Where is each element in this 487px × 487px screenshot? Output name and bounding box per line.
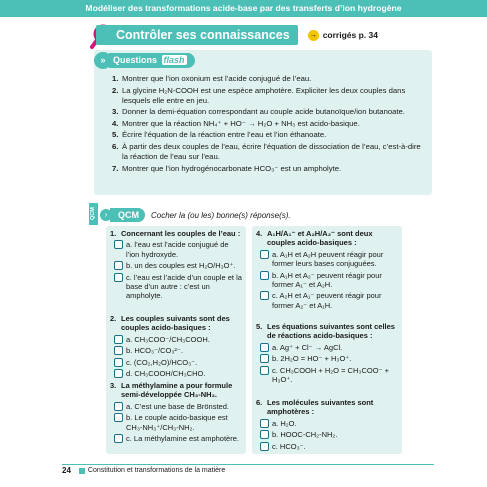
- question-title: Les équations suivantes sont celles de réactions acido-basiques :: [267, 322, 395, 341]
- qcm-badge: QCM: [110, 208, 145, 222]
- page-footer: [62, 466, 225, 475]
- qcm-question-6: 6. Les molécules suivantes sont amphotères : a. H₂O. b. HOOC-CH₂-NH₂. c. HCO₃⁻.: [256, 398, 399, 451]
- answer-checkbox[interactable]: [260, 442, 269, 451]
- answer-checkbox[interactable]: [114, 273, 123, 282]
- list-item: 3. Donner la demi-équation correspondant au couple acide butanoïque/ion butanoate.: [112, 107, 405, 117]
- question-title: A₁H/A₁⁻ et A₂H/A₂⁻ sont deux couples acido-basiques :: [267, 229, 373, 248]
- question-title: Les couples suivants sont des couples acido-basiques :: [121, 314, 230, 333]
- answer-checkbox[interactable]: [114, 402, 123, 411]
- qcm-header: [100, 208, 291, 222]
- qcm-question-4: 4. A₁H/A₁⁻ et A₂H/A₂⁻ sont deux couples acido-basiques : a. A₁H et A₂H peuvent réagir pour former leurs bases conjuguées. b. A₁H et A₂⁻ peuvent réagir pour former A₁⁻ et A₂H. c. A₂H et A₁⁻ peuvent réagir pour former A₂⁻ et A₁H.: [256, 229, 399, 310]
- answer-checkbox[interactable]: [260, 271, 269, 280]
- answer-checkbox[interactable]: [114, 369, 123, 378]
- answer-checkbox[interactable]: [114, 240, 123, 249]
- section-title: Contrôler ses connaissances: [96, 25, 298, 45]
- list-item: 5. Écrire l’équation de la réaction entre l’eau et l’ion éthanoate.: [112, 130, 327, 140]
- qcm-side-tab: QCM: [89, 203, 98, 225]
- answer-checkbox[interactable]: [114, 358, 123, 367]
- chapter-header-bar: [0, 0, 487, 17]
- qcm-question-2: 2. Les couples suivants sont des couples acido-basiques : a. CH₃COO⁻/CH₃COOH. b. HCO₃⁻/CO₃²⁻. c. (CO₂,H₂O)/HCO₃⁻. d. CH₃COOH/CH₃CHO.: [110, 314, 242, 378]
- answer-checkbox[interactable]: [260, 366, 269, 375]
- chapter-title: Modéliser des transformations acide-base par des transferts d’ion hydrogène: [85, 3, 402, 13]
- qcm-question-1: 1. Concernant les couples de l’eau : a. l’eau est l’acide conjugué de l’ion hydroxyde. b. un des couples est H₂O/H₃O⁺. c. l’eau est l’acide d’un couple et la base d’un autre : c’est un ampholyte.: [110, 229, 242, 301]
- list-item: 4. Montrer que la réaction NH₄⁺ + HO⁻ → H₂O + NH₃ est acido-basique.: [112, 118, 360, 128]
- questions-flash-header: [94, 52, 195, 69]
- section-title-row: [96, 24, 378, 46]
- double-chevron-icon: »: [94, 52, 112, 69]
- corriges-label: corrigés p. 34: [322, 30, 378, 40]
- answer-checkbox[interactable]: [114, 413, 123, 422]
- answer-checkbox[interactable]: [260, 250, 269, 259]
- chevron-right-icon: ›: [100, 209, 112, 221]
- qcm-question-5: 5. Les équations suivantes sont celles de réactions acido-basiques : a. Ag⁺ + Cl⁻ → AgCl. b. 2H₂O = HO⁻ + H₃O⁺. c. CH₃COOH + H₂O = CH₃COO⁻ + H₃O⁺.: [256, 322, 399, 384]
- answer-checkbox[interactable]: [114, 261, 123, 270]
- answer-checkbox[interactable]: [260, 343, 269, 352]
- question-title: La méthylamine a pour formule semi-développée CH₃-NH₂.: [121, 381, 233, 400]
- question-title: Concernant les couples de l’eau :: [121, 229, 241, 238]
- page-number: 24: [62, 466, 71, 475]
- answer-checkbox[interactable]: [260, 291, 269, 300]
- answer-checkbox[interactable]: [114, 346, 123, 355]
- square-bullet-icon: [79, 468, 85, 474]
- qcm-instruction: Cocher la (ou les) bonne(s) réponse(s).: [151, 210, 291, 220]
- questions-flash-list: [112, 74, 428, 175]
- answer-checkbox[interactable]: [114, 335, 123, 344]
- list-item: 2. La glycine H₂N-COOH est une espèce amphotère. Expliciter les deux couples dans lesquels elle entre en jeu.: [112, 85, 406, 105]
- footer-chapter: Constitution et transformations de la matière: [87, 467, 226, 474]
- list-item: 1. Montrer que l’ion oxonium est l’acide conjugué de l’eau.: [112, 74, 312, 83]
- footer-divider: [62, 464, 434, 465]
- arrow-right-icon: →: [309, 31, 317, 39]
- questions-flash-label: Questions flash: [109, 53, 195, 68]
- corriges-link[interactable]: [308, 30, 378, 41]
- list-item: 7. Montrer que l’ion hydrogénocarbonate HCO₃⁻ est un ampholyte.: [112, 163, 342, 173]
- answer-checkbox[interactable]: [260, 354, 269, 363]
- qcm-question-3: 3. La méthylamine a pour formule semi-développée CH₃-NH₂. a. C’est une base de Brönsted. b. Le couple acido-basique est CH₃-NH₃⁺/CH₃-NH₂. c. La méthylamine est amphotère.: [110, 381, 242, 443]
- flash-tag: flash: [163, 55, 185, 65]
- question-title: Les molécules suivantes sont amphotères :: [267, 398, 374, 417]
- answer-checkbox[interactable]: [260, 419, 269, 428]
- answer-checkbox[interactable]: [260, 430, 269, 439]
- answer-checkbox[interactable]: [114, 434, 123, 443]
- list-item: 6. À partir des deux couples de l’eau, écrire l’équation de dissociation de l’eau, c’est-à-dire la réaction de l’eau sur l’eau.: [112, 141, 421, 161]
